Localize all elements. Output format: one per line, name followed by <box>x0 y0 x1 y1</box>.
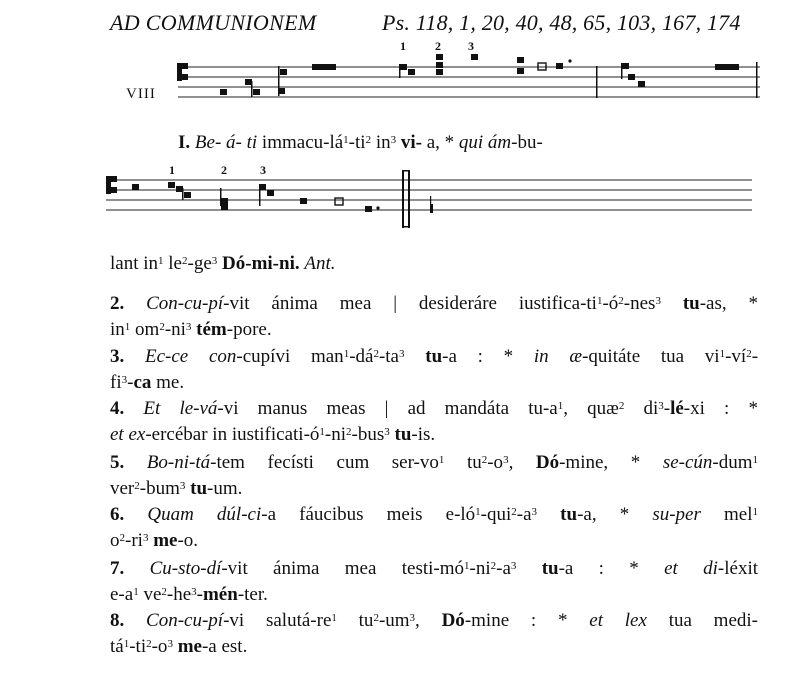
text-segment: -a est. <box>201 636 248 657</box>
tone-accent-number: 3 <box>399 348 405 360</box>
text-segment: - <box>196 584 203 605</box>
verse-8-number: 8. <box>110 610 125 631</box>
text-segment: in <box>371 132 391 153</box>
verse-2-text-1 <box>146 293 758 314</box>
tone-accent-number: 1 <box>464 560 470 572</box>
tone-accent-number: 3 <box>531 506 538 518</box>
tone-accent-number: 3 <box>179 480 186 492</box>
text-segment: ca <box>133 372 152 393</box>
text-segment: a fáucibus meis e-ló <box>267 504 476 525</box>
text-segment: bu- <box>517 132 543 153</box>
text-segment: á- <box>226 132 242 153</box>
tone-accent-number: 3 <box>211 255 218 267</box>
text-segment: tu <box>394 424 412 445</box>
text-segment: -o <box>151 636 168 657</box>
text-segment <box>405 346 426 367</box>
tone-accent-number: 2 <box>182 255 188 267</box>
psalm-reference: Ps. 118, 1, 20, 40, 48, 65, 103, 167, 174 <box>382 10 741 35</box>
psalm-verse-6 <box>110 502 758 554</box>
text-segment: -ta <box>378 346 399 367</box>
text-segment: immacu-lá <box>257 132 344 153</box>
tone-accent-number: 1 <box>752 454 758 466</box>
psalm-verse-7 <box>110 556 758 608</box>
tone-accent-number: 2 <box>373 612 379 624</box>
text-segment: -ni <box>469 558 491 579</box>
text-segment: -ni <box>164 319 186 340</box>
verse-3-line-2 <box>110 370 758 396</box>
tone-accent-number: 3 <box>191 586 197 598</box>
tone-accent-number: 2 <box>481 454 488 466</box>
tone-accent-number: 1 <box>343 348 350 360</box>
tone-accent-number: 1 <box>752 506 758 518</box>
text-segment: -nes <box>623 293 656 314</box>
tone-accent-number: 2 <box>346 426 352 438</box>
text-segment: me <box>177 636 202 657</box>
psalm-verse-3 <box>110 344 758 396</box>
text-segment: tá <box>110 636 124 657</box>
text-segment: fi <box>110 372 122 393</box>
text-segment <box>661 293 683 314</box>
tone-accent-number: 1 <box>124 321 131 333</box>
verse-5-text-1 <box>147 452 758 473</box>
tone-accent-number: 1 <box>438 454 445 466</box>
text-segment: -bus <box>351 424 385 445</box>
text-segment: - <box>663 398 671 419</box>
tone-accent-number: 2 <box>134 480 140 492</box>
text-segment <box>516 558 541 579</box>
staff2-mark-2: 2 <box>221 163 227 177</box>
text-segment: Con-cu-pí- <box>146 293 230 314</box>
tone-accent-number: 3 <box>167 638 173 650</box>
text-segment: -o <box>487 452 504 473</box>
text-segment: et lex <box>589 610 647 631</box>
text-segment: tu <box>190 478 208 499</box>
tone-accent-number: 2 <box>618 400 625 412</box>
text-segment: ver <box>110 478 135 499</box>
verse-2-line-1 <box>110 291 758 317</box>
staff1-mark-3: 3 <box>468 39 474 53</box>
text-segment: tu <box>336 610 374 631</box>
text-segment: ti <box>246 132 258 153</box>
verse-3-text-1 <box>145 346 758 367</box>
neumes-staff-2 <box>132 170 433 228</box>
tone-accent-number: 1 <box>557 400 564 412</box>
verse-4-text-1 <box>143 398 758 419</box>
chant-title: AD COMMUNIONEM <box>110 10 317 35</box>
text-segment: -pore. <box>226 319 272 340</box>
text-segment: Dó <box>441 610 465 631</box>
text-segment: vit ánima mea | desideráre iustifica-ti <box>229 293 597 314</box>
text-segment: , quæ <box>563 398 619 419</box>
verse-4-line-2 <box>110 422 758 448</box>
text-segment: Dó <box>535 452 560 473</box>
tone-accent-number: 3 <box>409 612 416 624</box>
text-segment: tu <box>425 346 443 367</box>
tone-accent-number: 3 <box>658 400 664 412</box>
text-segment: Ant. <box>304 253 336 274</box>
tone-accent-number: 1 <box>331 612 337 624</box>
verse-6-line-2 <box>110 528 758 554</box>
text-segment: , <box>415 610 442 631</box>
verse-5-number: 5. <box>110 452 125 473</box>
text-segment: om <box>130 319 160 340</box>
text-segment: -um <box>378 610 410 631</box>
verse-5-line-2 <box>110 476 758 502</box>
staff1-mark-1: 1 <box>400 39 406 53</box>
text-segment: - <box>751 346 758 367</box>
verse-8-line-1 <box>110 608 758 634</box>
text-segment: -dá <box>349 346 374 367</box>
text-segment: o <box>110 530 120 551</box>
tone-accent-number: 1 <box>475 506 481 518</box>
verse-6-text-1 <box>147 504 758 525</box>
tone-accent-number: 2 <box>365 134 372 146</box>
mode-label: VIII <box>126 86 156 102</box>
tone-accent-number: 2 <box>146 638 152 650</box>
verse-7-line-2 <box>110 582 758 608</box>
text-segment: di <box>624 398 659 419</box>
verse-4-number: 4. <box>110 398 125 419</box>
text-segment: lé <box>670 398 684 419</box>
text-segment: -um. <box>207 478 243 499</box>
tone-accent-number: 3 <box>142 532 149 544</box>
verse-3-number: 3. <box>110 346 125 367</box>
text-segment: vit ánima mea testi-mó <box>227 558 465 579</box>
text-segment: -ví <box>725 346 747 367</box>
tone-accent-number: 1 <box>719 348 726 360</box>
tone-accent-number: 3 <box>185 321 192 333</box>
tone-accent-number: 1 <box>319 426 325 438</box>
text-segment: -mine : * <box>464 610 590 631</box>
verse-6-number: 6. <box>110 504 125 525</box>
verse-3-line-1 <box>110 344 758 370</box>
text-segment: me. <box>151 372 185 393</box>
text-segment: Con-cu-pí- <box>146 610 230 631</box>
verse-5-line-1 <box>110 450 758 476</box>
verse-2-line-2 <box>110 317 758 343</box>
psalm-verse-5 <box>110 450 758 502</box>
text-segment: -mine, * <box>559 452 663 473</box>
staff1-mark-2: 2 <box>435 39 441 53</box>
neumes-staff-1 <box>220 54 758 98</box>
text-segment: -a : * <box>558 558 665 579</box>
tone-accent-number: 1 <box>343 134 349 146</box>
text-segment: vi- <box>400 132 422 153</box>
text-segment: -bum <box>139 478 180 499</box>
text-segment: léxit <box>724 558 758 579</box>
text-segment: Ec-ce con- <box>145 346 243 367</box>
verse-7-text-1 <box>150 558 758 579</box>
text-segment: quitáte tua vi <box>588 346 720 367</box>
text-segment: qui <box>458 132 484 153</box>
psalm-verse-8 <box>110 608 758 660</box>
text-segment: - <box>127 372 134 393</box>
text-segment: dum <box>718 452 753 473</box>
text-segment: et ex- <box>110 424 152 445</box>
text-segment: -a <box>496 558 511 579</box>
text-segment: -ter. <box>237 584 268 605</box>
text-segment: -a : * <box>442 346 534 367</box>
tone-accent-number: 2 <box>746 348 752 360</box>
psalm-verse-2 <box>110 291 758 343</box>
text-segment: -is. <box>411 424 436 445</box>
text-segment: tem fecísti cum ser-vo <box>216 452 439 473</box>
chant-staff-2 <box>102 160 762 240</box>
verse-7-line-1 <box>110 556 758 582</box>
text-segment: cupívi man <box>242 346 344 367</box>
text-segment: Quam dúl-ci- <box>147 504 268 525</box>
tone-accent-number: 1 <box>123 638 130 650</box>
text-segment: -ge <box>187 253 212 274</box>
tone-accent-number: 3 <box>503 454 509 466</box>
text-segment: -as, * <box>699 293 758 314</box>
text-segment <box>537 504 560 525</box>
tone-accent-number: 2 <box>161 586 167 598</box>
text-segment: -ti <box>129 636 147 657</box>
text-segment: le <box>163 253 182 274</box>
text-segment: Be- <box>194 132 222 153</box>
tone-accent-number: 2 <box>618 295 624 307</box>
text-segment: -ti <box>348 132 366 153</box>
text-segment: mén <box>202 584 238 605</box>
text-segment: -a, * <box>577 504 653 525</box>
c-clef-icon <box>106 176 117 194</box>
tone-accent-number: 2 <box>159 321 165 333</box>
chant-staff-1 <box>170 36 770 116</box>
text-segment: se-cún- <box>662 452 719 473</box>
text-segment: -he <box>166 584 192 605</box>
text-segment: su-per <box>652 504 701 525</box>
c-clef-icon <box>177 63 188 81</box>
text-segment: a, * <box>421 132 459 153</box>
text-segment: -ó <box>602 293 619 314</box>
tone-accent-number: 3 <box>390 134 397 146</box>
text-segment: -ri <box>125 530 143 551</box>
text-segment: Et le-vá- <box>143 398 224 419</box>
text-segment: -o. <box>177 530 199 551</box>
tone-accent-number: 3 <box>121 374 128 386</box>
verse-7-number: 7. <box>110 558 125 579</box>
text-segment: Bo-ni-tá- <box>146 452 217 473</box>
text-segment: et di- <box>664 558 725 579</box>
text-segment: ve <box>138 584 162 605</box>
tone-accent-number: 1 <box>596 295 603 307</box>
chant-lyrics-line-1 <box>178 132 543 154</box>
text-segment: tém <box>196 319 227 340</box>
text-segment: mel <box>700 504 753 525</box>
tone-accent-number: 3 <box>384 426 390 438</box>
text-segment: , <box>508 452 536 473</box>
text-segment: in æ- <box>533 346 589 367</box>
tone-accent-number: 3 <box>510 560 517 572</box>
tone-accent-number: 2 <box>119 532 125 544</box>
verse-8-line-2 <box>110 634 758 660</box>
text-segment: vi manus meas | ad mandáta tu-a <box>223 398 558 419</box>
text-segment: -a <box>516 504 532 525</box>
text-segment: Dó-mi-ni. <box>222 253 300 274</box>
staff2-mark-3: 3 <box>260 163 266 177</box>
verse-4-line-1 <box>110 396 758 422</box>
text-segment: e-a <box>110 584 134 605</box>
verse-2-number: 2. <box>110 293 125 314</box>
tone-accent-number: 2 <box>373 348 379 360</box>
text-segment: -xi : * <box>683 398 758 419</box>
chant-heading <box>110 10 770 36</box>
tone-accent-number: 3 <box>655 295 661 307</box>
tone-accent-number: 2 <box>490 560 497 572</box>
tone-accent-number: 2 <box>511 506 517 518</box>
tone-accent-number: 1 <box>158 255 164 267</box>
text-segment: tua medi- <box>646 610 758 631</box>
text-segment: I. <box>178 132 191 153</box>
verse-6-line-1 <box>110 502 758 528</box>
staff2-mark-1: 1 <box>169 163 175 177</box>
text-segment: lant in <box>110 253 159 274</box>
text-segment: ercébar in iustificati-ó <box>151 424 320 445</box>
text-segment: Cu-sto-dí- <box>149 558 228 579</box>
text-segment: in <box>110 319 125 340</box>
text-segment: tu <box>560 504 578 525</box>
text-segment: -qui <box>480 504 512 525</box>
text-segment: vi salutá-re <box>229 610 332 631</box>
text-segment: tu <box>541 558 559 579</box>
chant-lyrics-line-2 <box>110 253 335 275</box>
text-segment: tu <box>444 452 482 473</box>
text-segment: me <box>153 530 178 551</box>
text-segment: ám- <box>487 132 518 153</box>
verse-8-text-1 <box>146 610 758 631</box>
text-segment: -ni <box>324 424 347 445</box>
text-segment: tu <box>682 293 700 314</box>
psalm-verse-4 <box>110 396 758 448</box>
tone-accent-number: 1 <box>133 586 139 598</box>
